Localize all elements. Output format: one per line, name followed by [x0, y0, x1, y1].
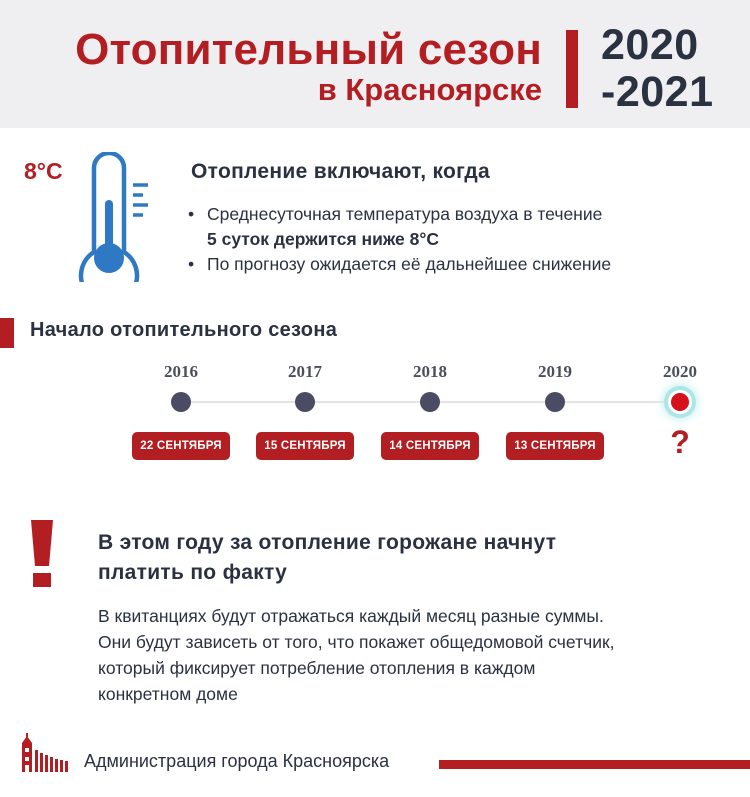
timeline-year: 2016	[164, 362, 198, 381]
list-item	[186, 202, 731, 252]
footer-divider	[439, 760, 750, 769]
timeline-year: 2019	[538, 362, 572, 381]
timeline-date-badge: 14 СЕНТЯБРЯ	[381, 432, 479, 460]
timeline-dot	[295, 392, 315, 412]
info-text	[98, 603, 718, 707]
city-administration-logo	[20, 733, 72, 778]
season-year-start: 2020	[601, 21, 699, 69]
info-heading	[98, 528, 556, 588]
info-text-line: который фиксирует потребление отопления в каждом	[98, 658, 536, 678]
timeline-heading: Начало отопительного сезона	[30, 319, 338, 341]
info-heading-line: В этом году за отопление горожане начнут	[98, 531, 557, 554]
conditions-heading: Отопление включают, когда	[191, 160, 491, 183]
footer-label: Администрация города Красноярска	[84, 751, 390, 771]
timeline-dot	[420, 392, 440, 412]
timeline-year: 2017	[288, 362, 322, 381]
info-text-line: конкретном доме	[98, 684, 238, 704]
bullet-text-bold: 5 суток держится ниже 8°С	[207, 229, 440, 249]
bullet-text: По прогнозу ожидается её дальнейшее снижение	[207, 254, 612, 274]
timeline-dot-current	[668, 390, 692, 414]
info-text-line: В квитанциях будут отражаться каждый месяц разные суммы.	[98, 606, 604, 626]
section-marker	[0, 318, 14, 348]
info-text-line: Они будут зависеть от того, что покажет общедомовой счетчик,	[98, 632, 615, 652]
header-banner	[0, 0, 750, 128]
timeline-year: 2020	[663, 362, 697, 381]
bullet-text: Среднесуточная температура воздуха в течение	[207, 204, 603, 224]
thermometer-icon	[78, 152, 154, 287]
timeline-date-badge: 15 СЕНТЯБРЯ	[256, 432, 354, 460]
list-item	[186, 252, 731, 277]
timeline-date-badge: 13 СЕНТЯБРЯ	[506, 432, 604, 460]
info-heading-line: платить по факту	[98, 561, 288, 584]
timeline-dot	[545, 392, 565, 412]
exclamation-icon	[28, 520, 56, 595]
timeline-date-badge: 22 СЕНТЯБРЯ	[132, 432, 230, 460]
timeline-unknown-date: ?	[670, 424, 690, 460]
timeline-year: 2018	[413, 362, 447, 381]
timeline-dot	[171, 392, 191, 412]
page-subtitle: в Красноярске	[317, 72, 542, 107]
conditions-list	[186, 202, 731, 277]
page-title: Отопительный сезон	[75, 25, 542, 74]
header-divider	[566, 30, 578, 108]
threshold-temperature: 8°C	[24, 158, 63, 184]
season-year-end: -2021	[601, 68, 714, 116]
